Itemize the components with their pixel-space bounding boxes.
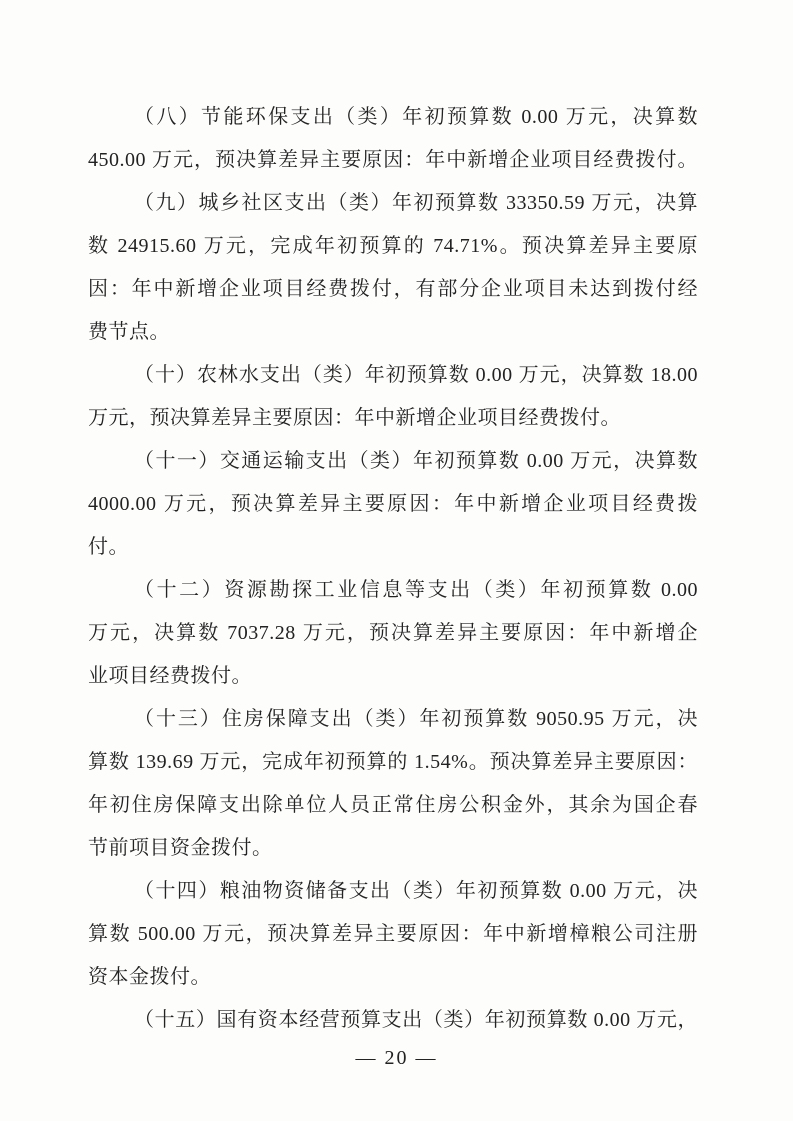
paragraph-line: （八）节能环保支出（类）年初预算数 0.00 万元，决算数 bbox=[134, 106, 698, 128]
paragraph-line: 费节点。 bbox=[88, 321, 170, 343]
paragraph-line: 年初住房保障支出除单位人员正常住房公积金外，其余为国企春 bbox=[88, 794, 698, 816]
paragraph-line: （九）城乡社区支出（类）年初预算数 33350.59 万元，决算 bbox=[134, 192, 698, 214]
paragraph-line: 4000.00 万元，预决算差异主要原因：年中新增企业项目经费拨 bbox=[88, 493, 698, 515]
body-text bbox=[88, 96, 698, 1042]
paragraph-line: 付。 bbox=[88, 536, 129, 558]
paragraph-line: 算数 139.69 万元，完成年初预算的 1.54%。预决算差异主要原因： bbox=[88, 751, 698, 773]
paragraph-line: 450.00 万元，预决算差异主要原因：年中新增企业项目经费拨付。 bbox=[88, 149, 698, 171]
paragraph-state-capital bbox=[88, 999, 698, 1042]
paragraph-resources-industry bbox=[88, 569, 698, 698]
paragraph-grain-reserves bbox=[88, 870, 698, 999]
paragraph-line: 万元，预决算差异主要原因：年中新增企业项目经费拨付。 bbox=[88, 407, 621, 429]
page-number: — 20 — bbox=[355, 1047, 438, 1069]
paragraph-line: （十四）粮油物资储备支出（类）年初预算数 0.00 万元，决 bbox=[134, 880, 698, 902]
paragraph-agriculture bbox=[88, 354, 698, 440]
paragraph-line: （十）农林水支出（类）年初预算数 0.00 万元，决算数 18.00 bbox=[134, 364, 698, 386]
paragraph-line: 节前项目资金拨付。 bbox=[88, 837, 273, 859]
paragraph-energy-saving bbox=[88, 96, 698, 182]
paragraph-line: 万元，决算数 7037.28 万元，预决算差异主要原因：年中新增企 bbox=[88, 622, 698, 644]
paragraph-line: 资本金拨付。 bbox=[88, 966, 211, 988]
paragraph-line: 业项目经费拨付。 bbox=[88, 665, 252, 687]
paragraph-line: （十一）交通运输支出（类）年初预算数 0.00 万元，决算数 bbox=[134, 450, 698, 472]
paragraph-line: 算数 500.00 万元，预决算差异主要原因：年中新增樟粮公司注册 bbox=[88, 923, 698, 945]
paragraph-housing bbox=[88, 698, 698, 870]
paragraph-urban-rural bbox=[88, 182, 698, 354]
paragraph-line: （十二）资源勘探工业信息等支出（类）年初预算数 0.00 bbox=[134, 579, 698, 601]
paragraph-transportation bbox=[88, 440, 698, 569]
paragraph-line: （十五）国有资本经营预算支出（类）年初预算数 0.00 万元， bbox=[134, 1009, 698, 1031]
paragraph-line: 因：年中新增企业项目经费拨付，有部分企业项目未达到拨付经 bbox=[88, 278, 698, 300]
paragraph-line: （十三）住房保障支出（类）年初预算数 9050.95 万元，决 bbox=[134, 708, 698, 730]
paragraph-line: 数 24915.60 万元，完成年初预算的 74.71%。预决算差异主要原 bbox=[88, 235, 698, 257]
